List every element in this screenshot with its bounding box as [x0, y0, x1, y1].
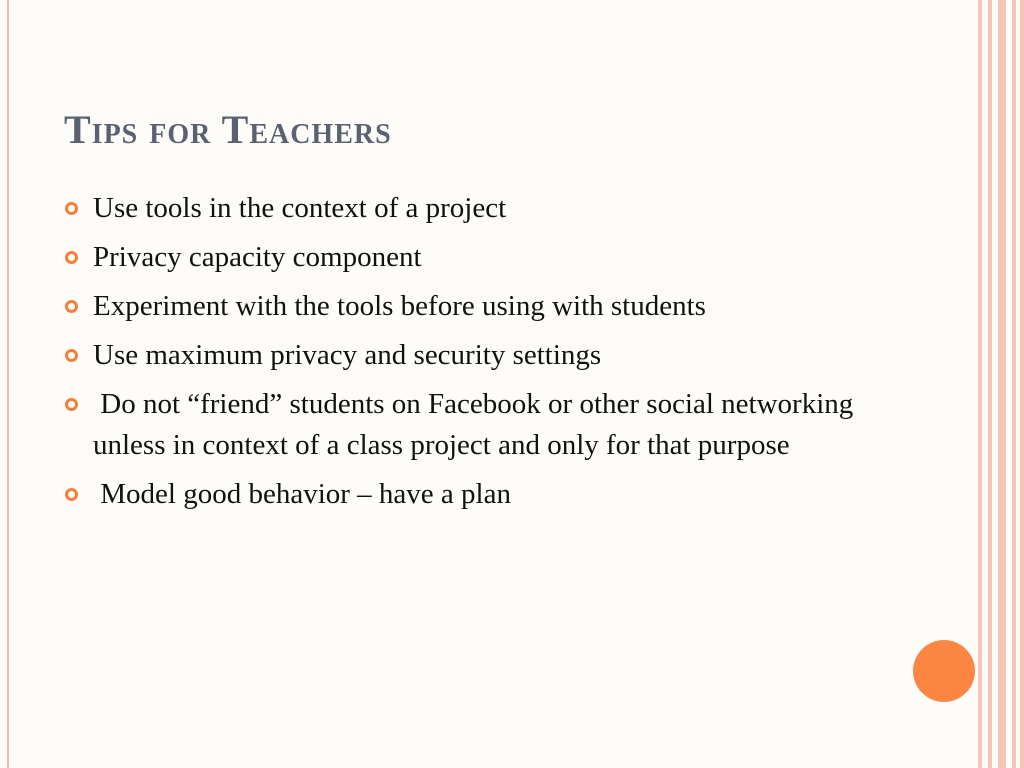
- stripe: [1012, 0, 1016, 768]
- bullet-text: Model good behavior – have a plan: [93, 478, 511, 510]
- left-border-decoration: [0, 0, 9, 768]
- bullet-text: Privacy capacity component: [93, 241, 422, 273]
- ring-bullet-icon: [65, 251, 78, 264]
- list-item: [64, 335, 864, 376]
- list-item: [64, 474, 864, 515]
- list-item: [64, 384, 864, 466]
- stripe: [988, 0, 992, 768]
- ring-bullet-icon: [65, 488, 78, 501]
- stripe: [998, 0, 1006, 768]
- right-stripe-decoration: [978, 0, 1024, 768]
- bullet-text: Do not “friend” students on Facebook or other social networking unless in context of a class project and only for that purpose: [93, 388, 861, 461]
- bullet-text: Use maximum privacy and security settings: [93, 339, 602, 371]
- ring-bullet-icon: [65, 349, 78, 362]
- slide-title: Tips for Teachers: [64, 107, 392, 152]
- accent-circle: [913, 640, 975, 702]
- ring-bullet-icon: [65, 202, 78, 215]
- list-item: [64, 188, 864, 229]
- ring-bullet-icon: [65, 300, 78, 313]
- stripe: [1020, 0, 1024, 768]
- stripe: [978, 0, 982, 768]
- bullet-list: [64, 188, 864, 523]
- bullet-text: Use tools in the context of a project: [93, 192, 507, 224]
- list-item: [64, 286, 864, 327]
- bullet-text: Experiment with the tools before using with students: [93, 290, 706, 322]
- ring-bullet-icon: [65, 398, 78, 411]
- list-item: [64, 237, 864, 278]
